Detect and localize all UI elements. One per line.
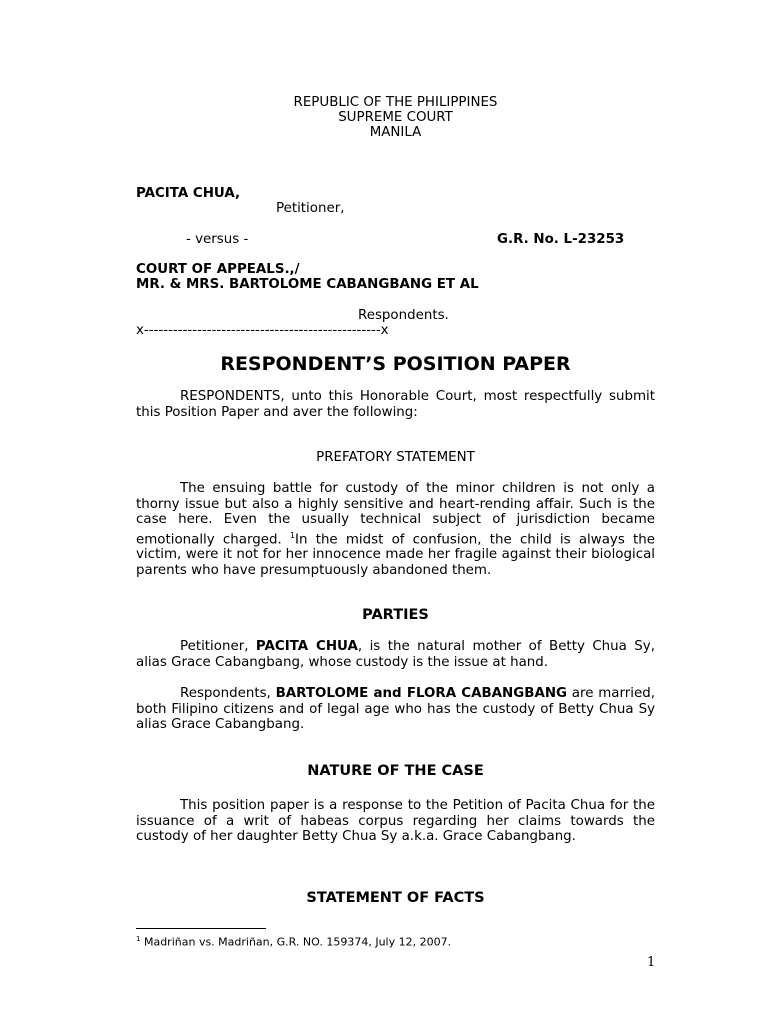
versus-label: - versus -	[186, 232, 249, 247]
case-number: G.R. No. L-23253	[497, 232, 625, 247]
caption-court: SUPREME COURT	[338, 110, 453, 125]
caption-separator: x-------------------------------------------------x	[136, 323, 389, 338]
facts-heading: STATEMENT OF FACTS	[306, 890, 485, 906]
respondents-name-inline: BARTOLOME and FLORA CABANGBANG	[275, 686, 568, 701]
footnote-text: Madriñan vs. Madriñan, G.R. NO. 159374, July 12, 2007.	[140, 935, 452, 949]
parties-paragraph-1	[136, 639, 655, 670]
caption-republic: REPUBLIC OF THE PHILIPPINES	[293, 95, 498, 110]
document-title: RESPONDENT’S POSITION PAPER	[220, 353, 571, 375]
intro-text: RESPONDENTS, unto this Honorable Court, most respectfully submit this Position Paper and aver the following:	[136, 389, 655, 420]
caption-city: MANILA	[369, 125, 422, 140]
nature-heading: NATURE OF THE CASE	[307, 763, 484, 779]
petitioner-role: Petitioner,	[276, 201, 345, 216]
respondent-role: Respondents.	[358, 308, 449, 323]
prefatory-paragraph	[136, 481, 655, 578]
page-number: 1	[647, 955, 656, 970]
nature-text: This position paper is a response to the Petition of Pacita Chua for the issuance of a writ of habeas corpus regarding her claims towards the custody of her daughter Betty Chua Sy a.k.a. Grace Cabangbang.	[136, 798, 655, 844]
parties-p2-pre: Respondents,	[180, 686, 276, 701]
footnote	[136, 932, 451, 950]
footnote-rule	[136, 928, 266, 929]
parties-paragraph-2	[136, 686, 655, 733]
prefatory-text-a: The ensuing battle for custody of the minor children is not only a thorny issue but also a highly sensitive and heart-rending affair. Such is the case here. Even the usually technical subject of jurisdiction became emotionally charged.	[136, 481, 655, 547]
parties-p1-post: , is the natural mother of Betty Chua Sy, alias Grace Cabangbang, whose custody is the issue at hand.	[136, 639, 655, 670]
parties-p1-pre: Petitioner,	[180, 639, 256, 654]
intro-paragraph	[136, 389, 655, 420]
footnote-ref: 1	[289, 530, 296, 540]
nature-paragraph	[136, 798, 655, 845]
respondent-court: COURT OF APPEALS.,/	[136, 262, 300, 277]
parties-p2-post: are married, both Filipino citizens and of legal age who has the custody of Betty Chua Sy alias Grace Cabangbang.	[136, 686, 655, 732]
petitioner-name-inline: PACITA CHUA	[255, 639, 358, 654]
parties-heading: PARTIES	[362, 607, 429, 623]
respondent-spouses: MR. & MRS. BARTOLOME CABANGBANG ET AL	[136, 277, 479, 292]
prefatory-text-b: In the midst of confusion, the child is always the victim, were it not for her innocence made her fragile against their biological parents who have presumptuously abandoned them.	[136, 531, 656, 578]
prefatory-heading: PREFATORY STATEMENT	[316, 450, 475, 465]
petitioner-name: PACITA CHUA,	[136, 186, 241, 201]
footnote-number: 1	[136, 935, 141, 943]
